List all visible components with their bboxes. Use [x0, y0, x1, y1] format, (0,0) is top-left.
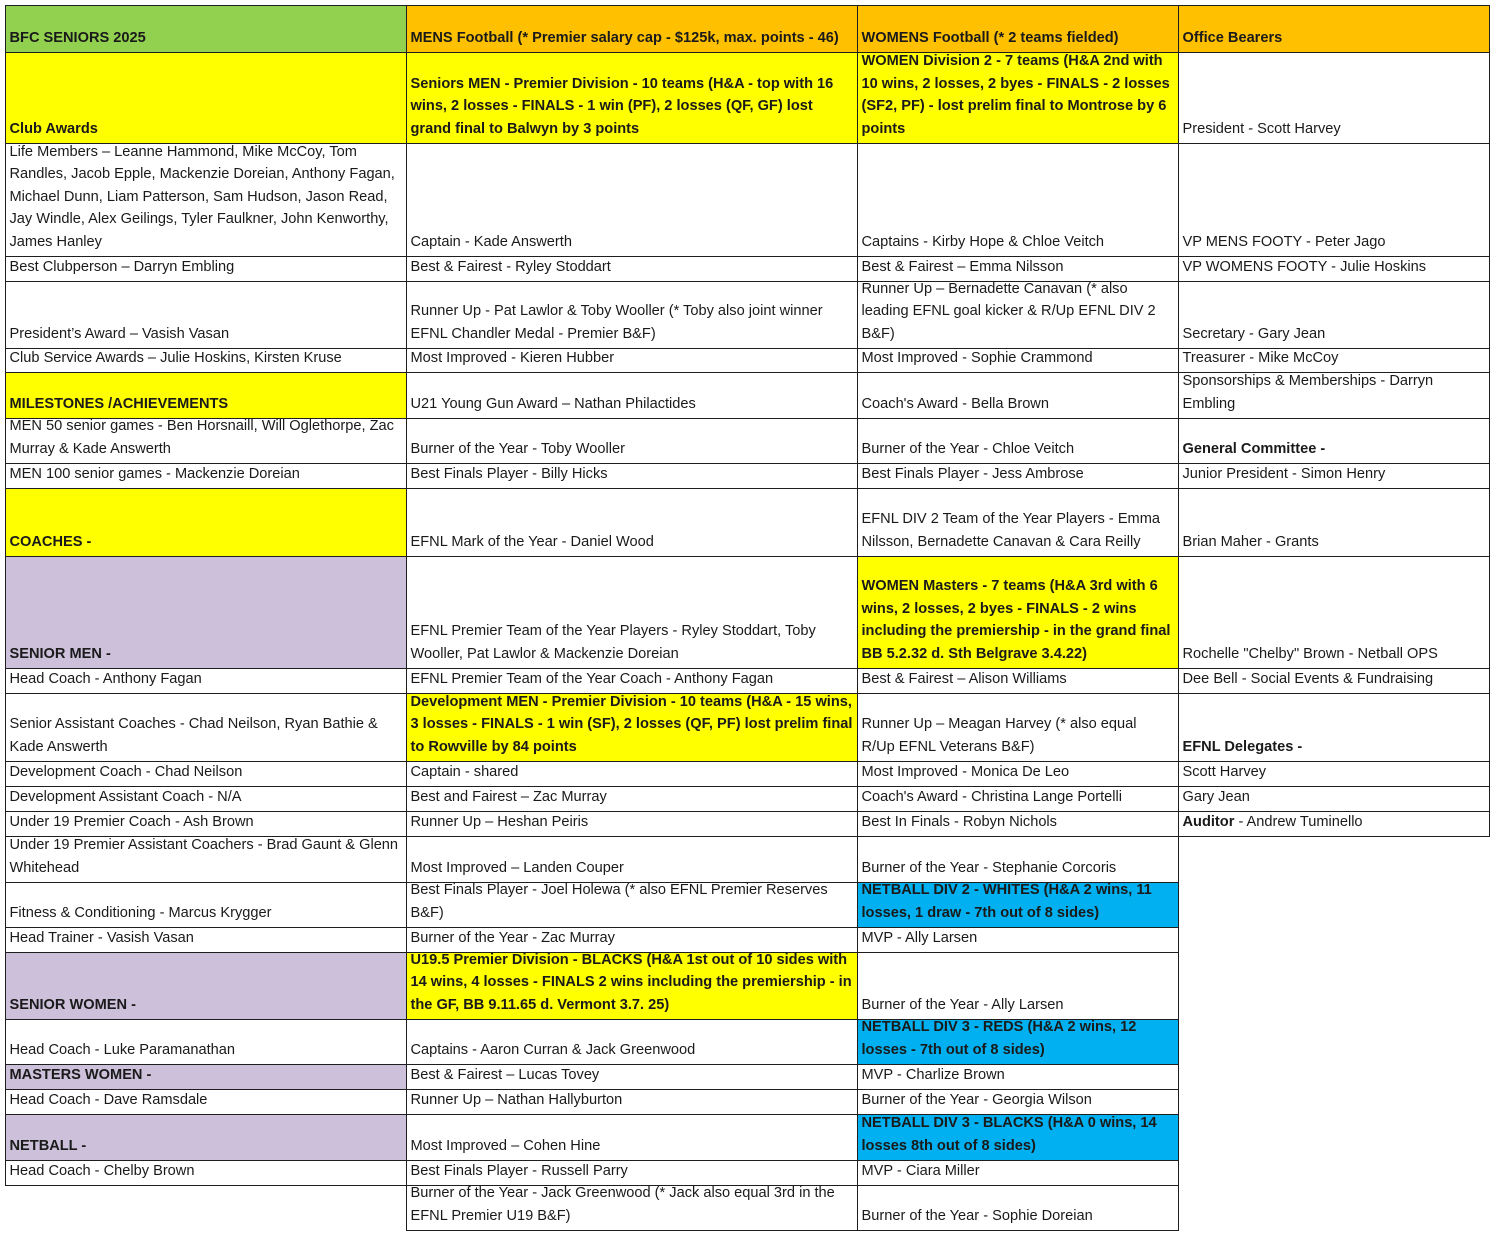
cell-text: MVP - Ally Larsen [861, 929, 978, 946]
cell-text: Best and Fairest – Zac Murray [410, 788, 607, 805]
cell-text: Auditor - Andrew Tuminello [1182, 813, 1363, 830]
womens-column-cell [857, 836, 1179, 883]
cell-text: EFNL Delegates - [1182, 738, 1303, 755]
cell-text: Burner of the Year - Stephanie Corcoris [861, 859, 1117, 876]
mens-column-cell [406, 1114, 858, 1161]
cell-text: Development MEN - Premier Division - 10 teams (H&A - 15 wins, 3 losses - FINALS - 1 win (SF), 2 losses (QF, PF) lost prelim final to Rowville by 84 points [410, 693, 853, 755]
cell-text: WOMENS Football (* 2 teams fielded) [861, 29, 1119, 46]
club-column-cell [5, 811, 407, 837]
office-column-cell [1178, 463, 1490, 489]
cell-text: Scott Harvey [1182, 763, 1267, 780]
cell-text: Best & Fairest – Emma Nilsson [861, 258, 1064, 275]
cell-text: Burner of the Year - Ally Larsen [861, 996, 1064, 1013]
cell-text: EFNL Premier Team of the Year Coach - Anthony Fagan [410, 670, 774, 687]
cell-text: Captains - Aaron Curran & Jack Greenwood [410, 1041, 696, 1058]
cell-text: Best & Fairest – Lucas Tovey [410, 1066, 600, 1083]
office-column-cell [1178, 52, 1490, 144]
club-column-cell [5, 836, 407, 883]
womens-column-cell [857, 1064, 1179, 1090]
cell-text: BFC SENIORS 2025 [9, 29, 146, 46]
mens-column-cell [406, 418, 858, 464]
mens-column-cell [406, 348, 858, 373]
mens-column-cell [406, 761, 858, 787]
cell-text: EFNL Mark of the Year - Daniel Wood [410, 533, 654, 550]
womens-column-cell [857, 693, 1179, 762]
cell-text-bold: Auditor [1182, 813, 1235, 830]
club-column-cell [5, 556, 407, 669]
cell-text: Head Coach - Anthony Fagan [9, 670, 202, 687]
womens-column-cell [857, 348, 1179, 373]
office-column-cell [1178, 488, 1490, 557]
mens-column-cell [406, 882, 858, 928]
cell-text: Burner of the Year - Jack Greenwood (* Jack also equal 3rd in the EFNL Premier U19 B&F) [410, 1185, 835, 1224]
mens-column-cell [406, 463, 858, 489]
club-column-cell [5, 5, 407, 53]
cell-text: Rochelle "Chelby" Brown - Netball OPS [1182, 645, 1438, 662]
cell-text: NETBALL DIV 3 - BLACKS (H&A 0 wins, 14 losses 8th out of 8 sides) [861, 1115, 1157, 1154]
office-column-cell [1178, 811, 1490, 837]
cell-text: U19.5 Premier Division - BLACKS (H&A 1st out of 10 sides with 14 wins, 4 losses - FINALS 2 wins including the premiership - in the GF, BB 9.11.65 d. Vermont 3.7. 25) [410, 951, 852, 1013]
cell-text: MVP - Ciara Miller [861, 1162, 980, 1179]
womens-column-cell [857, 786, 1179, 812]
womens-column-cell [857, 1089, 1179, 1115]
mens-column-cell [406, 52, 858, 144]
cell-text: Burner of the Year - Toby Wooller [410, 440, 625, 457]
womens-column-cell [857, 281, 1179, 349]
cell-text: Runner Up – Bernadette Canavan (* also leading EFNL goal kicker & R/Up EFNL DIV 2 B&F) [861, 280, 1156, 342]
womens-column-cell [857, 927, 1179, 953]
cell-text: Captain - shared [410, 763, 519, 780]
womens-column-cell [857, 952, 1179, 1020]
cell-text: Gary Jean [1182, 788, 1250, 805]
cell-text: SENIOR MEN - [9, 645, 111, 662]
womens-column-cell [857, 1160, 1179, 1186]
cell-text: Runner Up – Nathan Hallyburton [410, 1091, 623, 1108]
cell-text: Head Trainer - Vasish Vasan [9, 929, 194, 946]
cell-text: MASTERS WOMEN - [9, 1066, 152, 1083]
club-column-cell [5, 693, 407, 762]
mens-column-cell [406, 1160, 858, 1186]
cell-text: Most Improved - Sophie Crammond [861, 349, 1093, 366]
cell-text: President’s Award – Vasish Vasan [9, 325, 230, 342]
mens-column-cell [406, 668, 858, 694]
cell-text: Runner Up - Pat Lawlor & Toby Wooller (* Toby also joint winner EFNL Chandler Medal - Premier B&F) [410, 303, 823, 342]
cell-text: Brian Maher - Grants [1182, 533, 1319, 550]
club-column-cell [5, 143, 407, 257]
club-column-cell [5, 927, 407, 953]
cell-text: Most Improved – Cohen Hine [410, 1137, 601, 1154]
mens-column-cell [406, 281, 858, 349]
cell-text: Captains - Kirby Hope & Chloe Veitch [861, 233, 1105, 250]
cell-text: General Committee - [1182, 440, 1326, 457]
cell-text: Most Improved – Landen Couper [410, 859, 624, 876]
womens-column-cell [857, 52, 1179, 144]
cell-text: Best & Fairest – Alison Williams [861, 670, 1067, 687]
cell-text: Runner Up – Meagan Harvey (* also equal R/Up EFNL Veterans B&F) [861, 716, 1137, 755]
office-column-cell [1178, 693, 1490, 762]
mens-column-cell [406, 372, 858, 419]
cell-text: Senior Assistant Coaches - Chad Neilson, Ryan Bathie & Kade Answerth [9, 716, 378, 755]
cell-text: COACHES - [9, 533, 92, 550]
office-column-cell [1178, 668, 1490, 694]
office-column-cell [1178, 348, 1490, 373]
club-column-cell [5, 882, 407, 928]
cell-text: MEN 50 senior games - Ben Horsnaill, Will Oglethorpe, Zac Murray & Kade Answerth [9, 418, 394, 457]
club-column-cell [5, 668, 407, 694]
cell-text: Burner of the Year - Chloe Veitch [861, 440, 1075, 457]
cell-text: NETBALL - [9, 1137, 87, 1154]
club-column-cell [5, 1089, 407, 1115]
womens-column-cell [857, 488, 1179, 557]
cell-text: Under 19 Premier Coach - Ash Brown [9, 813, 254, 830]
cell-text: Sponsorships & Memberships - Darryn Embling [1182, 373, 1434, 412]
womens-column-cell [857, 761, 1179, 787]
womens-column-cell [857, 143, 1179, 257]
office-column-cell [1178, 143, 1490, 257]
cell-text: Best In Finals - Robyn Nichols [861, 813, 1057, 830]
club-column-cell [5, 1064, 407, 1090]
office-column-cell [1178, 281, 1490, 349]
cell-text: Head Coach - Dave Ramsdale [9, 1091, 208, 1108]
womens-column-cell [857, 668, 1179, 694]
office-column-cell [1178, 372, 1490, 419]
club-column-cell [5, 952, 407, 1020]
cell-text: Secretary - Gary Jean [1182, 325, 1326, 342]
club-column-cell [5, 52, 407, 144]
cell-text: U21 Young Gun Award – Nathan Philactides [410, 395, 696, 412]
mens-column-cell [406, 556, 858, 669]
cell-text: EFNL DIV 2 Team of the Year Players - Emma Nilsson, Bernadette Canavan & Cara Reilly [861, 511, 1160, 550]
club-column-cell [5, 488, 407, 557]
cell-text: Seniors MEN - Premier Division - 10 teams (H&A - top with 16 wins, 2 losses - FINALS - 1 win (PF), 2 losses (QF, GF) lost grand final to Balwyn by 3 points [410, 75, 834, 137]
club-column-cell [5, 281, 407, 349]
cell-text: Best Clubperson – Darryn Embling [9, 258, 235, 275]
mens-column-cell [406, 488, 858, 557]
womens-column-cell [857, 1114, 1179, 1161]
office-column-cell [1178, 418, 1490, 464]
cell-text: Treasurer - Mike McCoy [1182, 349, 1339, 366]
cell-text: Best Finals Player - Joel Holewa (* also EFNL Premier Reserves B&F) [410, 882, 828, 921]
womens-column-cell [857, 5, 1179, 53]
cell-text: Office Bearers [1182, 29, 1283, 46]
club-column-cell [5, 1160, 407, 1186]
womens-column-cell [857, 1185, 1179, 1231]
cell-text: Development Assistant Coach - N/A [9, 788, 242, 805]
mens-column-cell [406, 1185, 858, 1231]
mens-column-cell [406, 1089, 858, 1115]
cell-text: Best Finals Player - Russell Parry [410, 1162, 628, 1179]
mens-column-cell [406, 811, 858, 837]
cell-text: Best & Fairest - Ryley Stoddart [410, 258, 611, 275]
club-column-cell [5, 786, 407, 812]
mens-column-cell [406, 693, 858, 762]
club-column-cell [5, 418, 407, 464]
cell-text: Burner of the Year - Georgia Wilson [861, 1091, 1092, 1108]
cell-text: Development Coach - Chad Neilson [9, 763, 243, 780]
cell-text: Head Coach - Chelby Brown [9, 1162, 195, 1179]
cell-text: Club Service Awards – Julie Hoskins, Kirsten Kruse [9, 349, 342, 366]
cell-text: Junior President - Simon Henry [1182, 465, 1386, 482]
club-column-cell [5, 761, 407, 787]
mens-column-cell [406, 256, 858, 282]
cell-text: EFNL Premier Team of the Year Players - Ryley Stoddart, Toby Wooller, Pat Lawlor & Mackenzie Doreian [410, 623, 816, 662]
mens-column-cell [406, 5, 858, 53]
womens-column-cell [857, 463, 1179, 489]
office-column-cell [1178, 761, 1490, 787]
cell-text: Life Members – Leanne Hammond, Mike McCoy, Tom Randles, Jacob Epple, Mackenzie Doreian, Anthony Fagan, Michael Dunn, Liam Patterson, Sam Hudson, Jason Read, Jay Windle, Alex Geilings, Tyler Faulkner, John Kenworthy, James Hanley [9, 143, 395, 250]
mens-column-cell [406, 143, 858, 257]
cell-text: MENS Football (* Premier salary cap - $125k, max. points - 46) [410, 29, 839, 46]
womens-column-cell [857, 882, 1179, 928]
cell-text: Runner Up – Heshan Peiris [410, 813, 589, 830]
cell-text: NETBALL DIV 2 - WHITES (H&A 2 wins, 11 losses, 1 draw - 7th out of 8 sides) [861, 882, 1152, 921]
cell-text: VP MENS FOOTY - Peter Jago [1182, 233, 1386, 250]
cell-text: Burner of the Year - Zac Murray [410, 929, 615, 946]
mens-column-cell [406, 836, 858, 883]
club-column-cell [5, 348, 407, 373]
womens-column-cell [857, 418, 1179, 464]
cell-text: Best Finals Player - Jess Ambrose [861, 465, 1084, 482]
office-column-cell [1178, 556, 1490, 669]
office-column-cell [1178, 5, 1490, 53]
cell-text: Burner of the Year - Sophie Doreian [861, 1207, 1093, 1224]
cell-text: Coach's Award - Christina Lange Portelli [861, 788, 1122, 805]
mens-column-cell [406, 786, 858, 812]
cell-text: MVP - Charlize Brown [861, 1066, 1005, 1083]
cell-text: President - Scott Harvey [1182, 120, 1341, 137]
womens-column-cell [857, 256, 1179, 282]
cell-text: Most Improved - Monica De Leo [861, 763, 1070, 780]
womens-column-cell [857, 811, 1179, 837]
womens-column-cell [857, 1019, 1179, 1065]
cell-text: Fitness & Conditioning - Marcus Krygger [9, 904, 272, 921]
mens-column-cell [406, 927, 858, 953]
mens-column-cell [406, 1064, 858, 1090]
cell-text: SENIOR WOMEN - [9, 996, 136, 1013]
cell-text: VP WOMENS FOOTY - Julie Hoskins [1182, 258, 1427, 275]
office-column-cell [1178, 256, 1490, 282]
cell-text: MEN 100 senior games - Mackenzie Doreian [9, 465, 300, 482]
cell-text: WOMEN Masters - 7 teams (H&A 3rd with 6 wins, 2 losses, 2 byes - FINALS - 2 wins including the premiership - in the grand final BB 5.2.32 d. Sth Belgrave 3.4.22) [861, 578, 1171, 662]
cell-text: Club Awards [9, 120, 98, 137]
office-column-cell [1178, 786, 1490, 812]
cell-text: Under 19 Premier Assistant Coachers - Brad Gaunt & Glenn Whitehead [9, 837, 399, 876]
club-column-cell [5, 256, 407, 282]
cell-text: Most Improved - Kieren Hubber [410, 349, 615, 366]
cell-text: MILESTONES /ACHIEVEMENTS [9, 395, 229, 412]
womens-column-cell [857, 556, 1179, 669]
cell-text: Coach's Award - Bella Brown [861, 395, 1049, 412]
club-column-cell [5, 1019, 407, 1065]
club-column-cell [5, 463, 407, 489]
cell-text: NETBALL DIV 3 - REDS (H&A 2 wins, 12 losses - 7th out of 8 sides) [861, 1019, 1137, 1058]
cell-text: Dee Bell - Social Events & Fundraising [1182, 670, 1434, 687]
womens-column-cell [857, 372, 1179, 419]
cell-text: WOMEN Division 2 - 7 teams (H&A 2nd with 10 wins, 2 losses, 2 byes - FINALS - 2 losses (SF2, PF) - lost prelim final to Montrose by 6 points [861, 53, 1170, 137]
club-column-cell [5, 372, 407, 419]
cell-text: Head Coach - Luke Paramanathan [9, 1041, 236, 1058]
cell-text: Best Finals Player - Billy Hicks [410, 465, 608, 482]
mens-column-cell [406, 1019, 858, 1065]
cell-text: Captain - Kade Answerth [410, 233, 572, 250]
club-column-cell [5, 1114, 407, 1161]
mens-column-cell [406, 952, 858, 1020]
